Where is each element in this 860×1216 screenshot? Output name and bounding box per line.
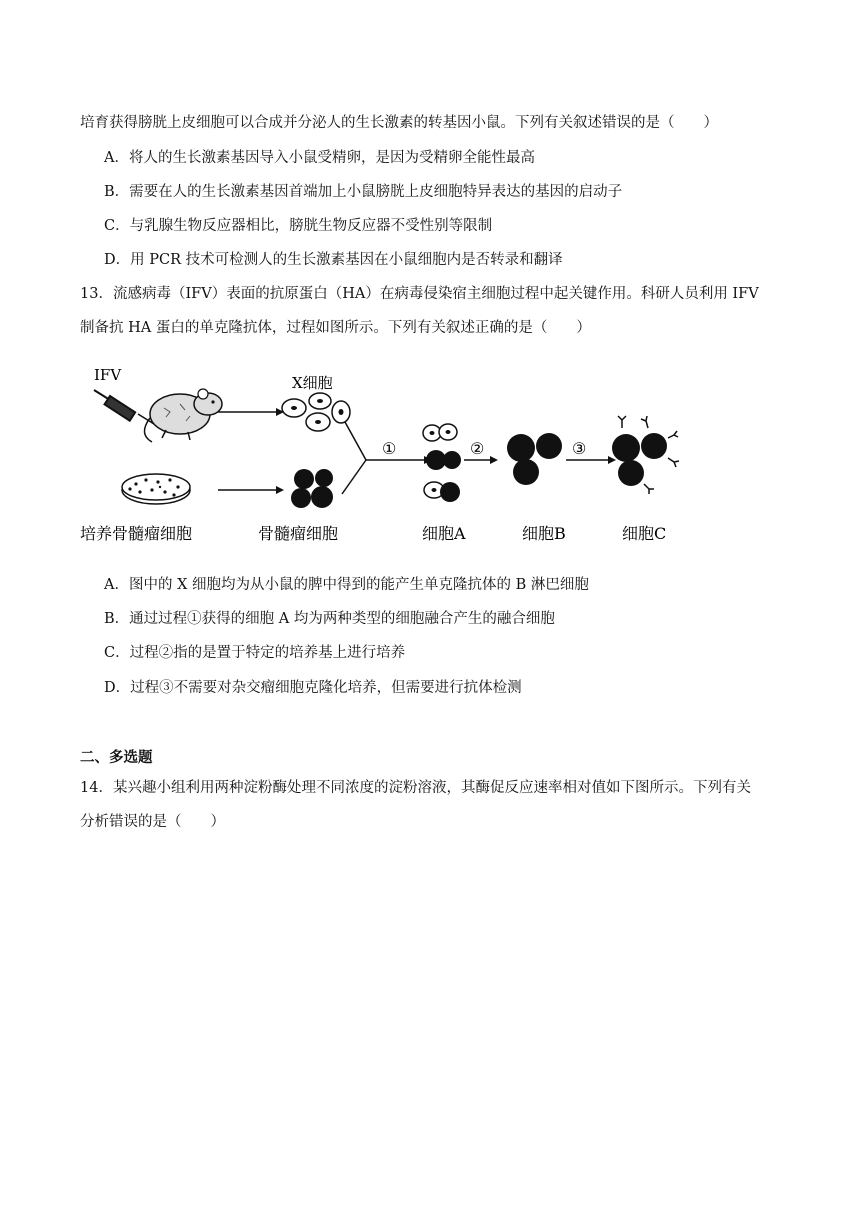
- cell-a-group: [423, 424, 461, 502]
- mouse-icon: [144, 389, 222, 442]
- section-title: 二、多选题: [80, 749, 153, 766]
- q12-stem: 培育获得膀胱上皮细胞可以合成并分泌人的生长激素的转基因小鼠。下列有关叙述错误的是（ ）: [80, 115, 718, 131]
- q12-option-c: C．与乳腺生物反应器相比，膀胱生物反应器不受性别等限制: [104, 218, 493, 234]
- ifv-label: IFV: [94, 366, 122, 384]
- q12-option-d: D．用 PCR 技术可检测人的生长激素基因在小鼠细胞内是否转录和翻译: [104, 252, 563, 268]
- culture-label: 培养骨髓瘤细胞: [80, 524, 193, 543]
- monoclonal-antibody-diagram: [80, 356, 680, 556]
- cell-b-group: [507, 433, 562, 485]
- q13-option-b: B．通过过程①获得的细胞 A 均为两种类型的细胞融合产生的融合细胞: [104, 611, 555, 627]
- q13-stem-line2: 制备抗 HA 蛋白的单克隆抗体，过程如图所示。下列有关叙述正确的是（ ）: [80, 320, 591, 336]
- q14-stem-line2: 分析错误的是（ ）: [80, 814, 225, 830]
- step-2-label: ②: [470, 439, 485, 458]
- petri-dish-icon: [122, 474, 190, 504]
- step-1-label: ①: [382, 439, 397, 458]
- syringe-icon: [94, 390, 154, 424]
- q13-option-a: A．图中的 X 细胞均为从小鼠的脾中得到的能产生单克隆抗体的 B 淋巴细胞: [104, 577, 589, 593]
- cell-c-group: [612, 416, 679, 494]
- cell-c-label: 细胞C: [622, 524, 667, 543]
- q13-option-c: C．过程②指的是置于特定的培养基上进行培养: [104, 645, 406, 661]
- myeloma-label: 骨髓瘤细胞: [258, 524, 339, 543]
- myeloma-cells: [291, 469, 333, 508]
- q12-option-b: B．需要在人的生长激素基因首端加上小鼠膀胱上皮细胞特异表达的基因的启动子: [104, 184, 623, 200]
- x-cell-label: X细胞: [292, 374, 333, 392]
- q14-stem-line1: 14．某兴趣小组利用两种淀粉酶处理不同浓度的淀粉溶液，其酶促反应速率相对值如下图所示。下列有关: [80, 780, 751, 796]
- q13-stem-line1: 13．流感病毒（IFV）表面的抗原蛋白（HA）在病毒侵染宿主细胞过程中起关键作用。科研人员利用 IFV: [80, 286, 759, 302]
- q13-option-d: D．过程③不需要对杂交瘤细胞克隆化培养，但需要进行抗体检测: [104, 680, 522, 696]
- step-3-label: ③: [572, 439, 587, 458]
- cell-a-label: 细胞A: [422, 524, 466, 543]
- q12-option-a: A．将人的生长激素基因导入小鼠受精卵，是因为受精卵全能性最高: [104, 150, 535, 166]
- cell-b-label: 细胞B: [522, 524, 566, 543]
